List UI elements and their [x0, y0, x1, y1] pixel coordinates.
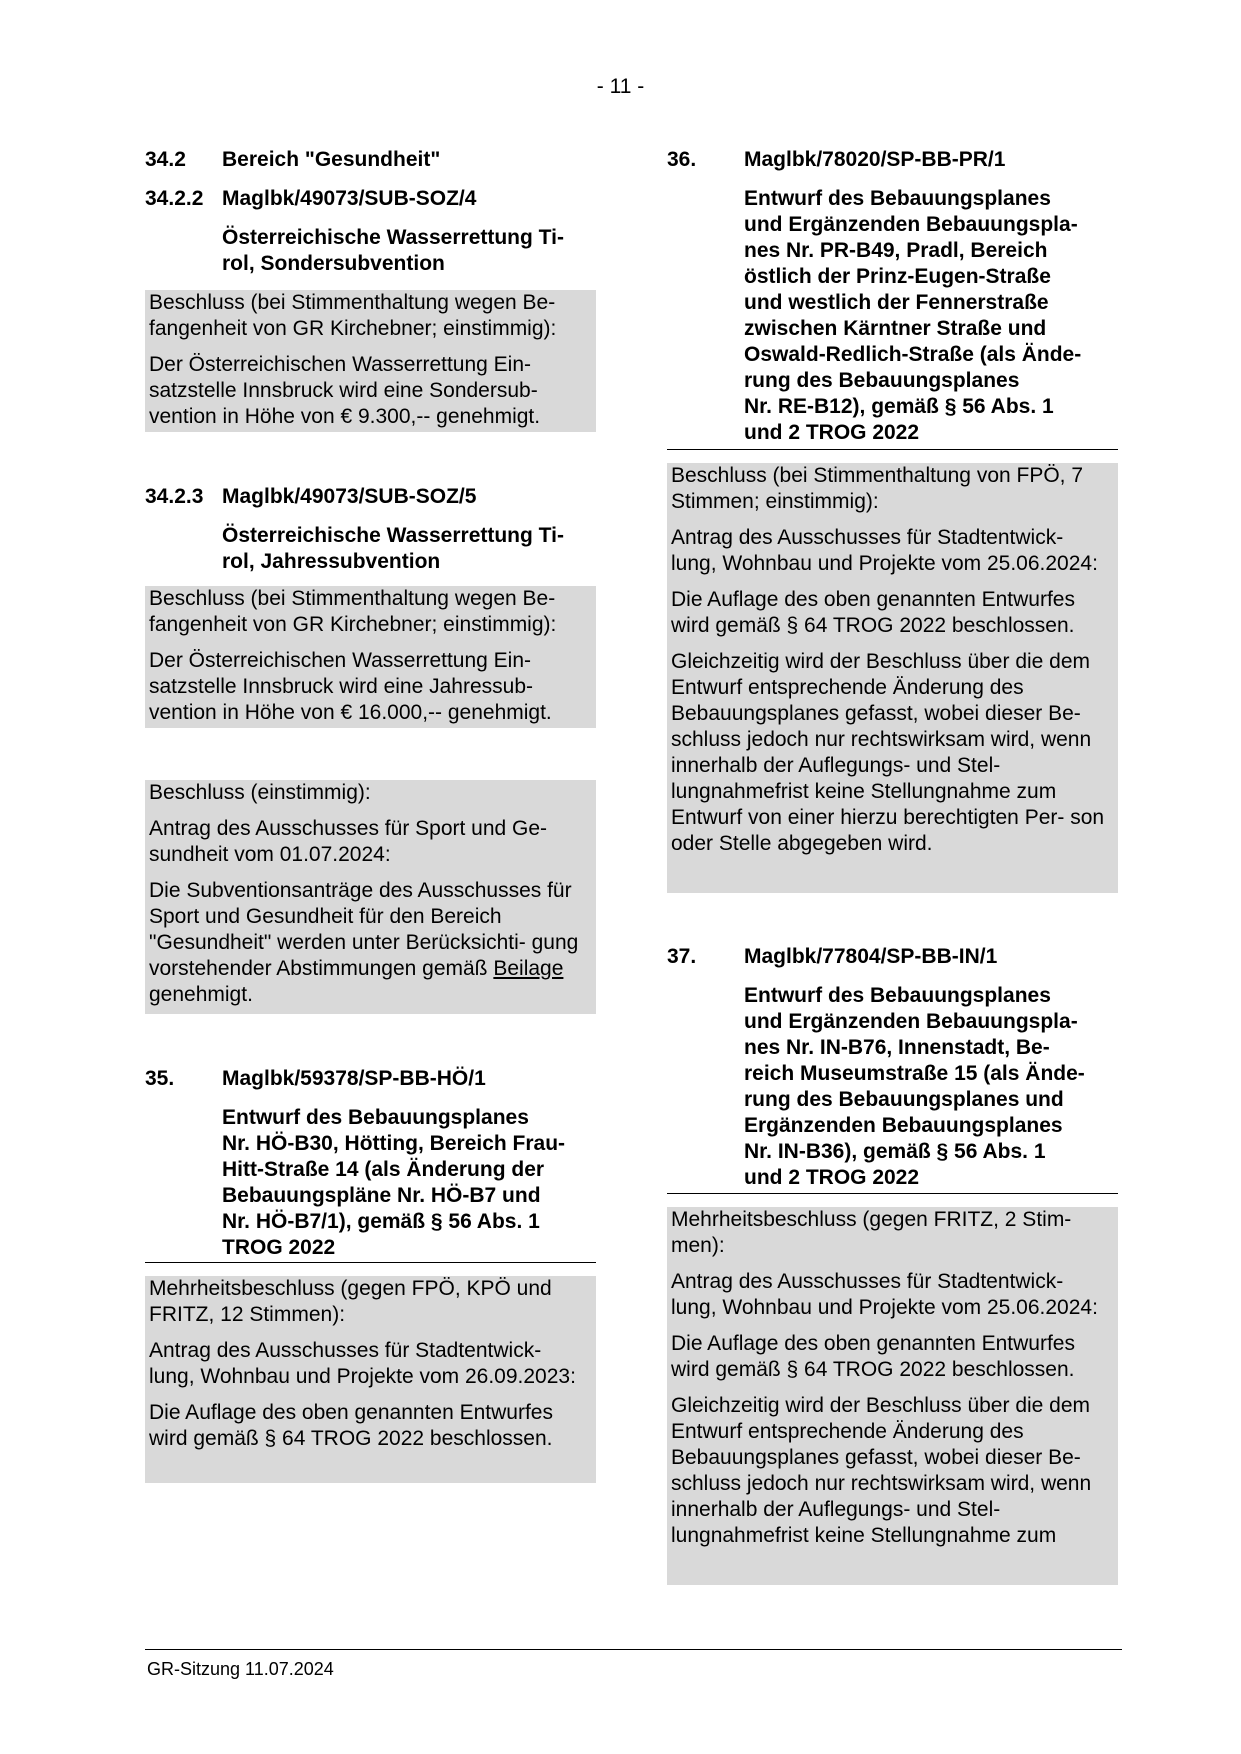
section-title-35 [222, 1105, 602, 1261]
section-title-34-2-3 [222, 523, 602, 575]
decision-text: Beschluss (bei Stimmenthaltung wegen Be- fangenheit von GR Kirchebner; einstimmig): [149, 291, 557, 340]
title-line: Nr. HÖ-B7/1), gemäß § 56 Abs. 1 [222, 1210, 540, 1233]
title-line: rol, Jahressubvention [222, 550, 441, 573]
decision-text: Beschluss (bei Stimmenthaltung von FPÖ, 7 Stimmen; einstimmig): [671, 464, 1084, 513]
section-code: Maglbk/77804/SP-BB-IN/1 [744, 945, 998, 968]
title-line: und 2 TROG 2022 [744, 1166, 920, 1189]
decision-text: Antrag des Ausschusses für Stadtentwick- lung, Wohnbau und Projekte vom 26.09.2023: [149, 1339, 576, 1388]
decision-text [149, 878, 592, 1008]
title-line: und Ergänzenden Bebauungspla- [744, 213, 1078, 236]
footer-rule [145, 1649, 1122, 1650]
title-line: Bebauungspläne Nr. HÖ-B7 und [222, 1184, 541, 1207]
beilage-link[interactable]: Beilage [493, 957, 564, 980]
title-line: TROG 2022 [222, 1236, 336, 1259]
decision-text: Mehrheitsbeschluss (gegen FRITZ, 2 Stim- men): [671, 1208, 1072, 1257]
title-line: Ergänzenden Bebauungsplanes [744, 1114, 1063, 1137]
title-line: rol, Sondersubvention [222, 252, 445, 275]
decision-box-subventions [145, 780, 596, 1014]
title-line: nes Nr. PR-B49, Pradl, Bereich [744, 239, 1048, 262]
title-line: östlich der Prinz-Eugen-Straße [744, 265, 1051, 288]
title-line: und Ergänzenden Bebauungspla- [744, 1010, 1078, 1033]
title-line: Oswald-Redlich-Straße (als Ände- [744, 343, 1082, 366]
section-number: 34.2.3 [145, 485, 204, 508]
title-line: Österreichische Wasserrettung Ti- [222, 524, 564, 547]
right-column [667, 0, 1122, 1754]
divider [667, 1193, 1118, 1194]
section-number: 36. [667, 148, 697, 171]
divider [667, 449, 1118, 450]
section-number: 37. [667, 945, 697, 968]
section-title: Bereich "Gesundheit" [222, 148, 441, 171]
section-code: Maglbk/49073/SUB-SOZ/5 [222, 485, 477, 508]
title-line: zwischen Kärntner Straße und [744, 317, 1047, 340]
page-number: - 11 - [596, 75, 645, 98]
section-number: 34.2.2 [145, 187, 204, 210]
title-line: Entwurf des Bebauungsplanes [744, 187, 1051, 210]
left-column [145, 0, 600, 1754]
decision-text-main: Die Subventionsanträge des Ausschusses für Sport und Gesundheit für den Bereich "Gesundheit" werden unter Berücksichti- gung vorstehender Abstimmungen gemäß [149, 879, 579, 980]
decision-box-34-2-2 [145, 290, 596, 432]
decision-text-tail: genehmigt. [149, 983, 253, 1006]
section-title-36 [744, 186, 1124, 446]
title-line: und westlich der Fennerstraße [744, 291, 1049, 314]
decision-text: Die Auflage des oben genannten Entwurfes wird gemäß § 64 TROG 2022 beschlossen. [671, 1332, 1075, 1381]
title-line: rung des Bebauungsplanes und [744, 1088, 1064, 1111]
section-title-37 [744, 983, 1124, 1191]
title-line: Nr. IN-B36), gemäß § 56 Abs. 1 [744, 1140, 1046, 1163]
section-code: Maglbk/59378/SP-BB-HÖ/1 [222, 1067, 486, 1090]
decision-text: Beschluss (bei Stimmenthaltung wegen Be- fangenheit von GR Kirchebner; einstimmig): [149, 587, 557, 636]
decision-box-37 [667, 1207, 1118, 1585]
section-title-34-2-2 [222, 225, 602, 277]
title-line: rung des Bebauungsplanes [744, 369, 1020, 392]
decision-text: Der Österreichischen Wasserrettung Ein- satzstelle Innsbruck wird eine Jahressub- vention in Höhe von € 16.000,-- genehmigt. [149, 649, 552, 724]
title-line: und 2 TROG 2022 [744, 421, 920, 444]
decision-text: Antrag des Ausschusses für Stadtentwick- lung, Wohnbau und Projekte vom 25.06.2024: [671, 1270, 1098, 1319]
decision-text: Die Auflage des oben genannten Entwurfes wird gemäß § 64 TROG 2022 beschlossen. [671, 588, 1075, 637]
title-line: Nr. RE-B12), gemäß § 56 Abs. 1 [744, 395, 1054, 418]
section-code: Maglbk/49073/SUB-SOZ/4 [222, 187, 477, 210]
title-line: reich Museumstraße 15 (als Ände- [744, 1062, 1085, 1085]
decision-text: Mehrheitsbeschluss (gegen FPÖ, KPÖ und FRITZ, 12 Stimmen): [149, 1277, 552, 1326]
footer-text: GR-Sitzung 11.07.2024 [147, 1659, 334, 1679]
decision-text: Gleichzeitig wird der Beschluss über die dem Entwurf entsprechende Änderung des Bebauungsplanes gefasst, wobei dieser Be- schluss jedoch nur rechtswirksam wird, wenn innerhalb der Auflegungs- und Stel- lungnahmefrist keine Stellungnahme zum Entwurf von einer hierzu berechtigten Per- son oder Stelle abgegeben wird. [671, 650, 1105, 855]
decision-text: Antrag des Ausschusses für Sport und Ge- sundheit vom 01.07.2024: [149, 817, 548, 866]
decision-box-34-2-3 [145, 586, 596, 728]
decision-box-35 [145, 1276, 596, 1483]
decision-text: Die Auflage des oben genannten Entwurfes wird gemäß § 64 TROG 2022 beschlossen. [149, 1401, 553, 1450]
section-code: Maglbk/78020/SP-BB-PR/1 [744, 148, 1006, 171]
decision-text: Beschluss (einstimmig): [149, 781, 371, 804]
decision-box-36 [667, 463, 1118, 893]
divider [145, 1262, 596, 1263]
decision-text: Der Österreichischen Wasserrettung Ein- satzstelle Innsbruck wird eine Sondersub- vention in Höhe von € 9.300,-- genehmigt. [149, 353, 541, 428]
title-line: nes Nr. IN-B76, Innenstadt, Be- [744, 1036, 1050, 1059]
title-line: Österreichische Wasserrettung Ti- [222, 226, 564, 249]
decision-text: Gleichzeitig wird der Beschluss über die dem Entwurf entsprechende Änderung des Bebauungsplanes gefasst, wobei dieser Be- schluss jedoch nur rechtswirksam wird, wenn innerhalb der Auflegungs- und Stel- lungnahmefrist keine Stellungnahme zum [671, 1394, 1092, 1547]
title-line: Entwurf des Bebauungsplanes [744, 984, 1051, 1007]
title-line: Nr. HÖ-B30, Hötting, Bereich Frau- [222, 1132, 566, 1155]
section-number: 34.2 [145, 148, 186, 171]
section-number: 35. [145, 1067, 175, 1090]
decision-text: Antrag des Ausschusses für Stadtentwick- lung, Wohnbau und Projekte vom 25.06.2024: [671, 526, 1098, 575]
title-line: Entwurf des Bebauungsplanes [222, 1106, 529, 1129]
title-line: Hitt-Straße 14 (als Änderung der [222, 1158, 545, 1181]
